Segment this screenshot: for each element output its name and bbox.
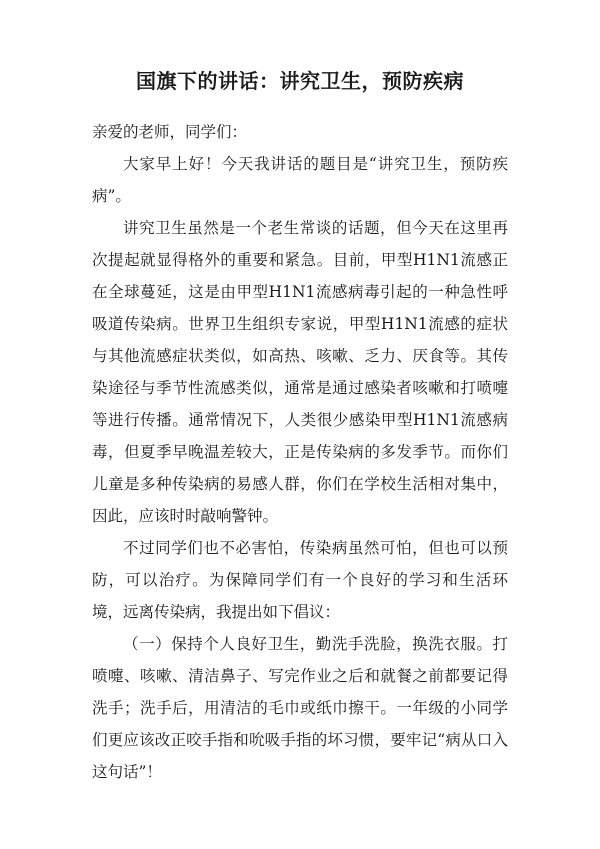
document-title: 国旗下的讲话：讲究卫生，预防疾病 [136,69,464,93]
paragraph-proposal-one: （一）保持个人良好卫生，勤洗手洗脸，换洗衣服。打喷嚏、咳嗽、清洁鼻子、写完作业之后和就餐之前都要记得洗手；洗手后，用清洁的毛巾或纸巾擦干。一年级的小同学们更应该改正咬手指和吮吸手指的坏习惯，要牢记“病从口入这句话”！ [92,635,508,781]
paragraph-greeting: 大家早上好！今天我讲话的题目是“讲究卫生，预防疾病”。 [92,155,508,205]
salutation: 亲爱的老师，同学们： [92,123,248,141]
paragraph-proposal-intro: 不过同学们也不必害怕，传染病虽然可怕，但也可以预防，可以治疗。为保障同学们有一个良好的学习和生活环境，远离传染病，我提出如下倡议： [92,539,508,621]
paragraph-flu-background: 讲究卫生虽然是一个老生常谈的话题，但今天在这里再次提起就显得格外的重要和紧急。目前，甲型H1N1流感正在全球蔓延，这是由甲型H1N1流感病毒引起的一种急性呼吸道传染病。世界卫生组织专家说，甲型H1N1流感的症状与其他流感症状类似，如高热、咳嗽、乏力、厌食等。其传染途径与季节性流感类似，通常是通过感染者咳嗽和打喷嚏等进行传播。通常情况下，人类很少感染甲型H1N1流感病毒，但夏季早晚温差较大，正是传染病的多发季节。而你们儿童是多种传染病的易感人群，你们在学校生活相对集中，因此，应该时时敲响警钟。 [92,219,508,525]
